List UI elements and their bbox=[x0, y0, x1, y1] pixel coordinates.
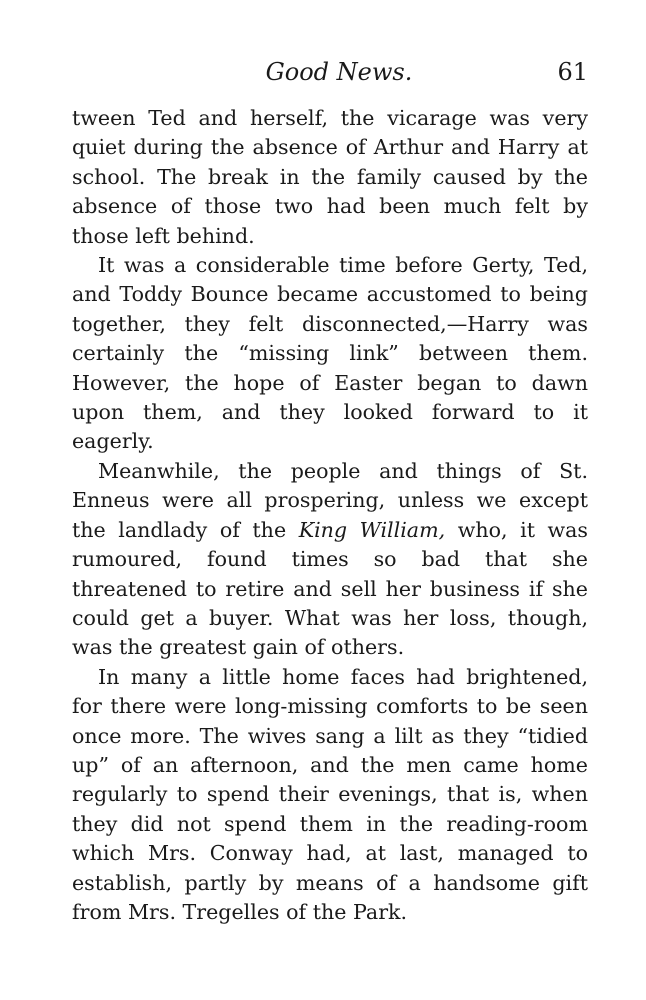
paragraph-text: who, it was rumoured, found times so bad that she threatened to retire and sell her business if she could get a buyer. What was her loss, though, was the greatest gain of others. bbox=[72, 517, 589, 660]
body-text bbox=[72, 104, 588, 927]
paragraph: In many a little home faces had brightened, for there were long-missing comforts to be seen once more. The wives sang a lilt as they “tidied up” of an afternoon, and the men came home regularly to spend their evenings, that is, when they did not spend them in the reading-room which Mrs. Conway had, at last, managed to establish, partly by means of a handsome gift from Mrs. Tregelles of the Park. bbox=[72, 664, 588, 924]
paragraph bbox=[72, 457, 588, 663]
running-head bbox=[72, 52, 588, 92]
page-number: 61 bbox=[557, 58, 588, 86]
running-title: Good News. bbox=[265, 58, 413, 86]
paragraph-continued: tween Ted and herself, the vicarage was very quiet during the absence of Arthur and Harry at school. The break in the family caused by the absence of those two had been much felt by those left behind. bbox=[72, 106, 588, 248]
inn-name-italic: King William, bbox=[298, 517, 446, 542]
paragraph: It was a considerable time before Gerty, Ted, and Toddy Bounce became accustomed to being together, they felt disconnected,—Harry was certainly the “missing link” between them. However, the hope of Easter began to dawn upon them, and they looked forward to it eagerly. bbox=[72, 253, 588, 454]
paragraph-text: Meanwhile, the people and things of St. Enneus were all prospering, unless we except the landlady of the bbox=[72, 458, 588, 542]
